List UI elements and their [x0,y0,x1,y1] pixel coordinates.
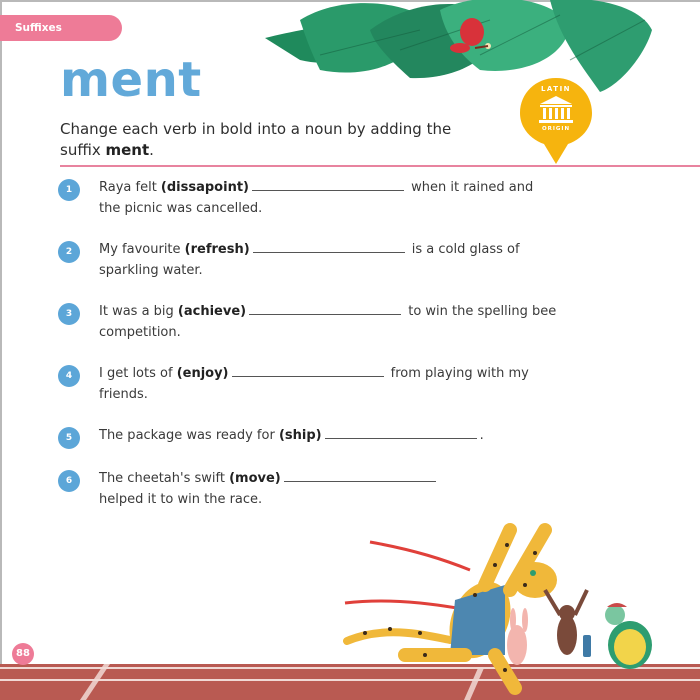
answer-blank[interactable] [253,239,405,253]
question-3 [58,301,558,363]
question-text: The cheetah's swift [99,471,230,486]
question-number: 6 [58,470,80,492]
answer-blank[interactable] [252,177,404,191]
answer-blank[interactable] [249,301,401,315]
jungle-leaves-illustration [260,0,660,95]
question-number: 3 [58,303,80,325]
question-text: It was a big [99,304,178,319]
instructions-suffix: ment [105,141,150,159]
question-text: My favourite [99,242,185,257]
answer-blank[interactable] [325,425,477,439]
instructions-end: . [149,141,154,159]
race-finish-illustration [335,505,700,700]
badge-bottom-text: ORIGIN [541,126,571,132]
question-6 [58,468,468,510]
question-verb: (enjoy) [176,366,229,381]
latin-origin-badge [516,76,596,164]
question-4 [58,363,558,425]
questions-list [58,177,558,510]
instructions-text: Change each verb in bold into a noun by adding the suffix [60,120,452,159]
question-number: 5 [58,427,80,449]
instructions [60,119,480,161]
question-text: . [479,428,484,443]
question-verb: (dissapoint) [160,180,249,195]
question-verb: (ship) [278,428,322,443]
question-text: from playing with my friends. [99,366,529,402]
page-number: 88 [12,643,34,665]
question-number: 1 [58,179,80,201]
question-text: to win the spelling bee competition. [99,304,557,340]
question-verb: (move) [229,471,281,486]
page-title: ment [60,52,202,108]
question-text: helped it to win the race. [99,492,263,507]
question-2 [58,239,558,301]
section-divider [60,165,700,167]
section-tab: Suffixes [0,15,122,41]
badge-top-text: LATIN [540,85,572,93]
question-text: Raya felt [99,180,161,195]
question-verb: (refresh) [184,242,250,257]
question-number: 2 [58,241,80,263]
question-text: The package was ready for [99,428,279,443]
question-text: is a cold glass of sparkling water. [99,242,520,278]
question-verb: (achieve) [177,304,247,319]
answer-blank[interactable] [232,363,384,377]
answer-blank[interactable] [284,468,436,482]
question-text: when it rained and the picnic was cancelled. [99,180,534,216]
question-number: 4 [58,365,80,387]
question-1 [58,177,558,239]
question-5 [58,425,558,468]
question-text: I get lots of [99,366,177,381]
